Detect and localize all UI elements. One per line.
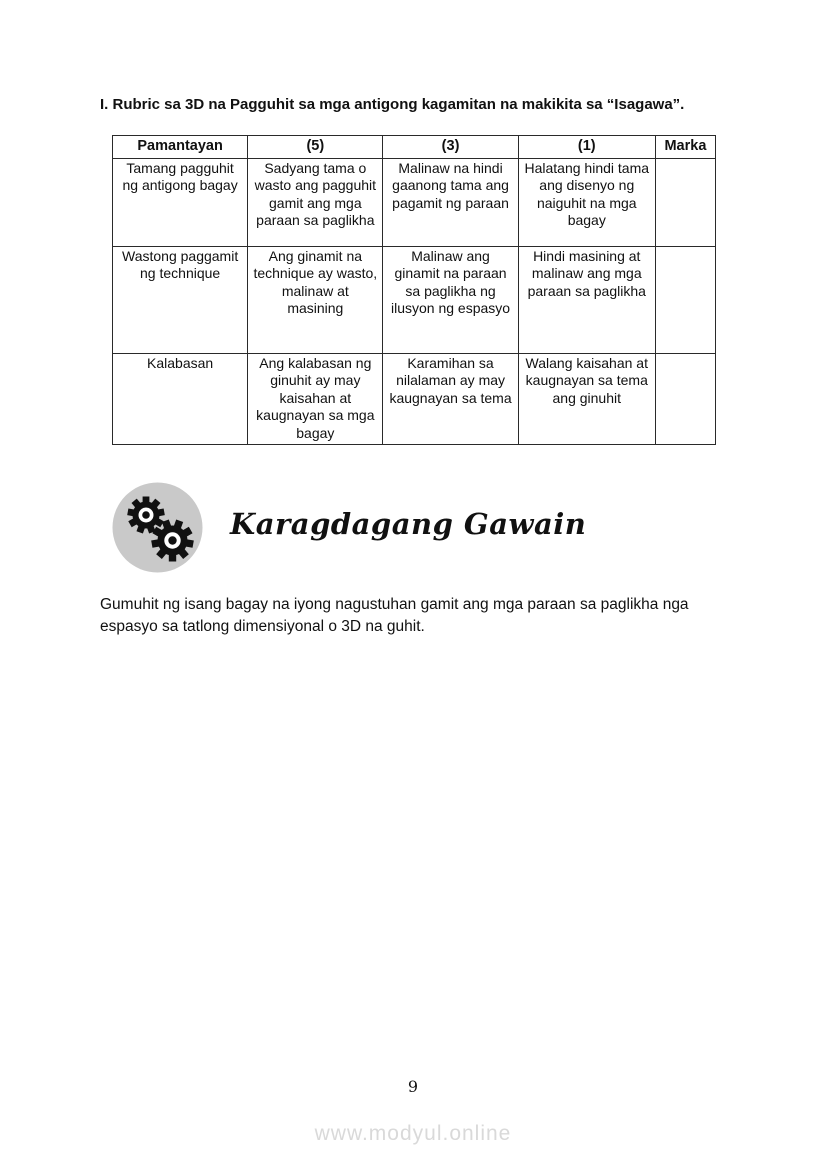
column-header-marka: Marka bbox=[655, 136, 715, 159]
cell-score-3: Malinaw na hindi gaanong tama ang pagamit ng paraan bbox=[383, 158, 518, 246]
cell-score-3: Karamihan sa nilalaman ay may kaugnayan sa tema bbox=[383, 353, 518, 445]
cell-score-1: Walang kaisahan at kaugnayan sa tema ang ginuhit bbox=[518, 353, 655, 445]
cell-marka bbox=[655, 246, 715, 353]
cell-score-1: Hindi masining at malinaw ang mga paraan sa paglikha bbox=[518, 246, 655, 353]
cell-marka bbox=[655, 158, 715, 246]
cell-score-1: Halatang hindi tama ang disenyo ng naiguhit na mga bagay bbox=[518, 158, 655, 246]
cell-score-5: Ang kalabasan ng ginuhit ay may kaisahan at kaugnayan sa mga bagay bbox=[248, 353, 383, 445]
column-header-5: (5) bbox=[248, 136, 383, 159]
cell-marka bbox=[655, 353, 715, 445]
activity-instruction: Gumuhit ng isang bagay na iyong nagustuhan gamit ang mga paraan sa paglikha nga espasyo sa tatlong dimensiyonal o 3D na guhit. bbox=[100, 596, 689, 635]
cell-criteria: Kalabasan bbox=[113, 353, 248, 445]
activity-title: Karagdagang Gawain bbox=[230, 506, 587, 541]
watermark: www.modyul.online bbox=[314, 1122, 512, 1145]
gears-icon bbox=[112, 482, 203, 573]
column-header-3: (3) bbox=[383, 136, 518, 159]
rubric-table bbox=[112, 135, 716, 445]
page-title: I. Rubric sa 3D na Pagguhit sa mga antigong kagamitan na makikita sa “Isagawa”. bbox=[100, 96, 685, 113]
activity-section-header bbox=[112, 482, 586, 573]
table-row bbox=[113, 158, 716, 246]
table-header-row bbox=[113, 136, 716, 159]
column-header-1: (1) bbox=[518, 136, 655, 159]
table-row bbox=[113, 353, 716, 445]
cell-score-5: Sadyang tama o wasto ang pagguhit gamit ang mga paraan sa paglikha bbox=[248, 158, 383, 246]
cell-criteria: Wastong paggamit ng technique bbox=[113, 246, 248, 353]
table-row bbox=[113, 246, 716, 353]
column-header-pamantayan: Pamantayan bbox=[113, 136, 248, 159]
page-number: 9 bbox=[407, 1077, 419, 1096]
cell-score-5: Ang ginamit na technique ay wasto, malinaw at masining bbox=[248, 246, 383, 353]
cell-score-3: Malinaw ang ginamit na paraan sa paglikha ng ilusyon ng espasyo bbox=[383, 246, 518, 353]
cell-criteria: Tamang pagguhit ng antigong bagay bbox=[113, 158, 248, 246]
